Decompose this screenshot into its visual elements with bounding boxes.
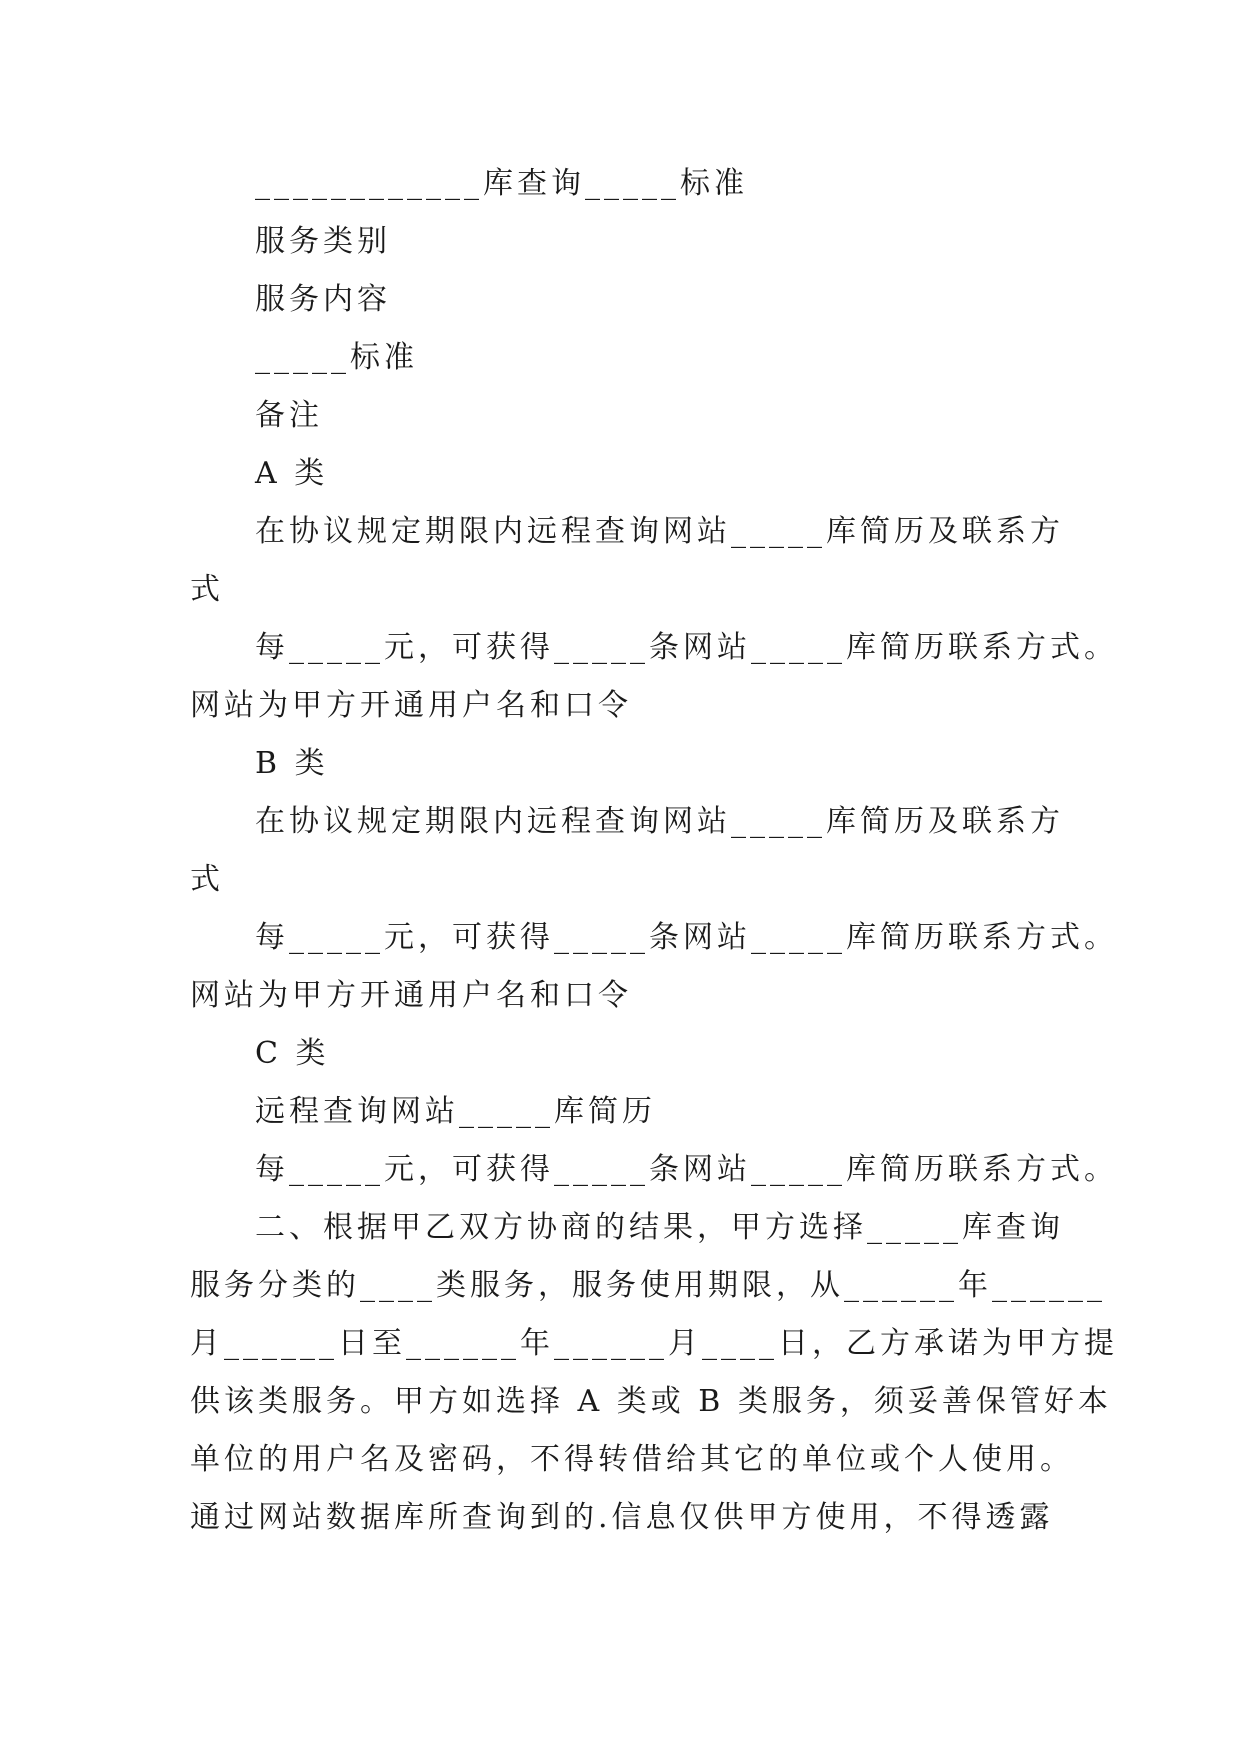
paragraph-clause-two-cont-4: 单位的用户名及密码，不得转借给其它的单位或个人使用。	[190, 1442, 1074, 1477]
paragraph-class-a-description-cont: 式	[190, 572, 224, 607]
paragraph-class-b-pricing: 每_____元，可获得_____条网站_____库简历联系方式。	[255, 920, 1118, 955]
paragraph-class-a-description: 在协议规定期限内远程查询网站_____库简历及联系方	[255, 514, 1064, 549]
paragraph-clause-two-cont-2: 月______日至______年______月____日，乙方承诺为甲方提	[190, 1326, 1118, 1361]
paragraph-class-c-description: 远程查询网站_____库简历	[255, 1094, 656, 1129]
paragraph-clause-two-cont-3: 供该类服务。甲方如选择 A 类或 B 类服务，须妥善保管好本	[190, 1384, 1112, 1419]
line-service-category: 服务类别	[255, 224, 391, 259]
paragraph-clause-two: 二、根据甲乙双方协商的结果，甲方选择_____库查询	[255, 1210, 1064, 1245]
paragraph-class-a-pricing: 每_____元，可获得_____条网站_____库简历联系方式。	[255, 630, 1118, 665]
line-service-content: 服务内容	[255, 282, 391, 317]
paragraph-class-a-pricing-cont: 网站为甲方开通用户名和口令	[190, 688, 632, 723]
line-library-query-standard: ____________库查询_____标准	[255, 166, 748, 201]
line-remarks: 备注	[255, 398, 323, 433]
heading-class-a: A 类	[255, 456, 329, 491]
paragraph-class-b-pricing-cont: 网站为甲方开通用户名和口令	[190, 978, 632, 1013]
document-body	[190, 155, 1118, 1547]
heading-class-b: B 类	[255, 746, 329, 781]
paragraph-class-b-description: 在协议规定期限内远程查询网站_____库简历及联系方	[255, 804, 1064, 839]
paragraph-clause-two-cont-5: 通过网站数据库所查询到的.信息仅供甲方使用，不得透露	[190, 1500, 1054, 1535]
paragraph-class-b-description-cont: 式	[190, 862, 224, 897]
line-standard: _____标准	[255, 340, 418, 375]
paragraph-clause-two-cont-1: 服务分类的____类服务，服务使用期限，从______年______	[190, 1268, 1106, 1303]
paragraph-class-c-pricing: 每_____元，可获得_____条网站_____库简历联系方式。	[255, 1152, 1118, 1187]
heading-class-c: C 类	[255, 1036, 330, 1071]
